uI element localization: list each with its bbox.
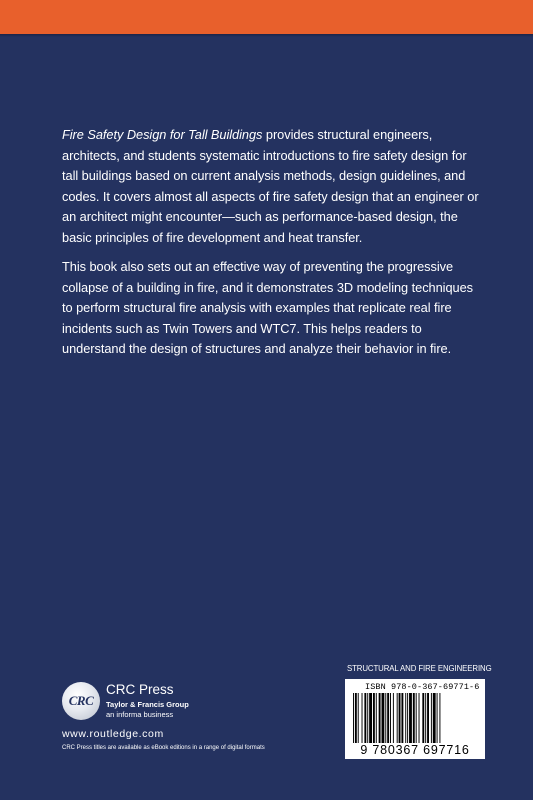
blurb-paragraph-1-text: provides structural engineers, architects, and students systematic introductions to fire safety design for tall buildings based on current analysis methods, design guidelines, and codes. It covers almost all aspects of fire safety design that an engineer or an architect might encounter—such as performance-based design, the basic principles of fire development and heat transfer. [62, 127, 479, 245]
isbn-label: ISBN 978-0-367-69771-6 [365, 682, 480, 692]
barcode-bars-icon [351, 693, 479, 743]
blurb-paragraph-1 [62, 125, 482, 248]
barcode-digits: 9 780367 697716 [360, 743, 470, 757]
series-label: STRUCTURAL AND FIRE ENGINEERING [347, 663, 492, 673]
book-blurb [62, 125, 482, 369]
isbn-barcode [345, 679, 485, 759]
publisher-block [62, 680, 322, 760]
ebook-note: CRC Press titles are available as eBook editions in a range of digital formats [62, 745, 265, 751]
top-accent-band [0, 0, 533, 34]
crc-press-logo-icon [62, 682, 100, 720]
crc-logo-text: CRC [68, 693, 94, 708]
publisher-group: Taylor & Francis Group [106, 700, 189, 709]
book-title: Fire Safety Design for Tall Buildings [62, 127, 263, 142]
blurb-paragraph-2: This book also sets out an effective way of preventing the progressive collapse of a building in fire, and it demonstrates 3D modeling techniques to perform structural fire analysis with examples that replicate real fire incidents such as Twin Towers and WTC7. This helps readers to understand the design of structures and analyze their behavior in fire. [62, 259, 474, 356]
publisher-name: CRC Press [106, 682, 174, 697]
publisher-informa: an informa business [106, 710, 174, 719]
publisher-url: www.routledge.com [62, 728, 164, 740]
band-shadow [0, 34, 533, 37]
